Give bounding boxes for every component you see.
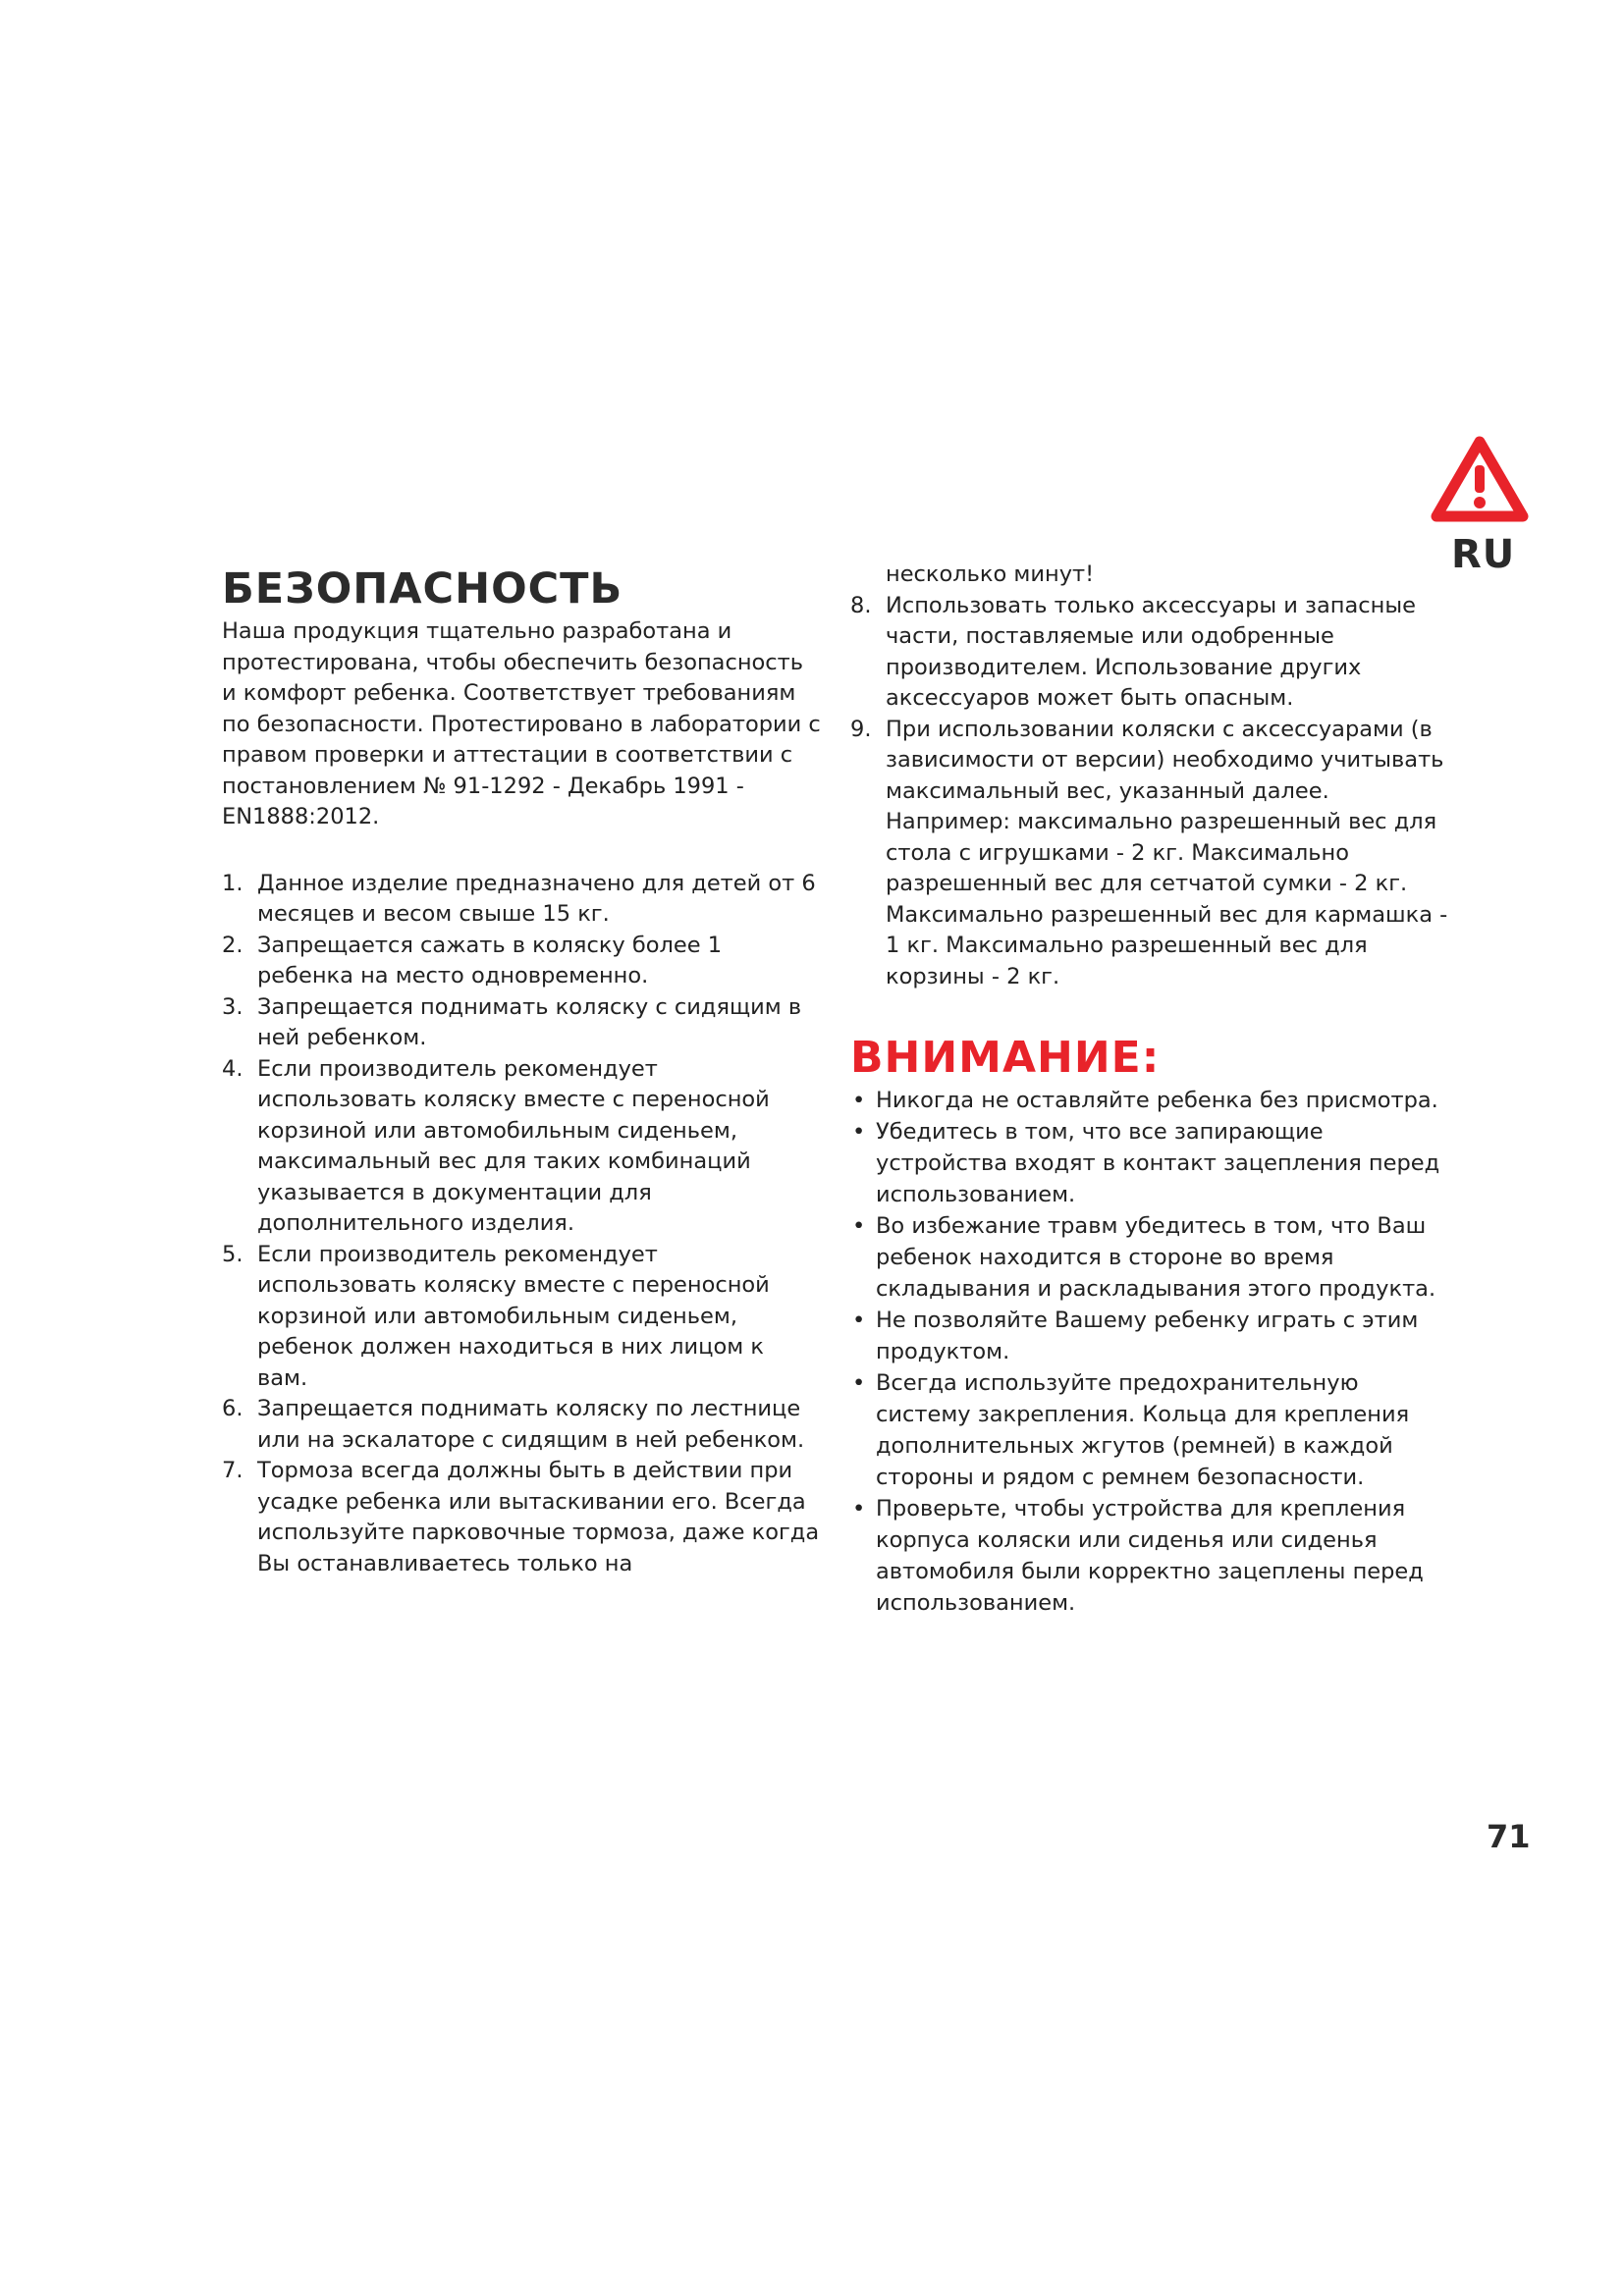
left-column — [222, 563, 821, 1579]
right-column — [850, 560, 1449, 1619]
list-item — [222, 931, 821, 992]
list-item — [850, 591, 1449, 715]
item-number: 2. — [222, 932, 244, 958]
item-number: 6. — [222, 1396, 244, 1421]
safety-intro: Наша продукция тщательно разработана и протестирована, чтобы обеспечить безопасность и комфорт ребенка. Соответствует требованиям по безопасности. Протестировано в лаборатории с правом проверки и аттестации в соответствии с постановлением № 91-1292 - Декабрь 1991 - EN1888:2012. — [222, 618, 821, 829]
warning-title: ВНИМАНИЕ: — [850, 1033, 1161, 1083]
item-number: 4. — [222, 1055, 244, 1082]
list-item: • Во избежание травм убедитесь в том, что Ваш ребенок находится в стороне во время складывания и раскладывания этого продукта. — [850, 1210, 1449, 1305]
item-text: Запрещается поднимать коляску с сидящим в ней ребенком. — [257, 993, 802, 1050]
warning-list — [850, 1085, 1449, 1619]
list-item — [222, 1394, 821, 1456]
item-number: 7. — [222, 1458, 244, 1483]
list-item — [222, 1456, 821, 1579]
list-item — [222, 992, 821, 1054]
safety-list-continued — [850, 591, 1449, 993]
item-text: Если производитель рекомендует использовать коляску вместе с переносной корзиной или автомобильным сиденьем, максимальный вес для таких комбинаций указывается в документации для дополнительного изделия. — [257, 1055, 770, 1236]
language-code: RU — [1451, 532, 1516, 577]
item-text: Тормоза всегда должны быть в действии при усадке ребенка или вытаскивании его. Всегда используйте парковочные тормоза, даже когда Вы останавливаетесь только на — [257, 1458, 820, 1576]
list-item: • Проверьте, чтобы устройства для крепления корпуса коляски или сиденья или сиденья автомобиля были корректно зацеплены перед использованием. — [850, 1493, 1449, 1619]
list-item: • Не позволяйте Вашему ребенку играть с этим продуктом. — [850, 1305, 1449, 1367]
item-text: Запрещается поднимать коляску по лестнице или на эскалаторе с сидящим в ней ребенком. — [257, 1396, 805, 1453]
item-number: 9. — [850, 716, 872, 742]
item-7-continuation: несколько минут! — [886, 561, 1095, 587]
item-text: При использовании коляски с аксессуарами (в зависимости от версии) необходимо учитывать максимальный вес, указанный далее. Например: максимально разрешенный вес для стола с игрушками - 2 кг. Максимально разрешенный вес для сетчатой сумки - 2 кг. Максимально разрешенный вес для кармашка - 1 кг. Максимально разрешенный вес для корзины - 2 кг. — [886, 716, 1448, 989]
page-number: 71 — [1487, 1818, 1531, 1855]
list-item — [222, 1054, 821, 1240]
list-item — [222, 869, 821, 931]
item-number: 8. — [850, 592, 872, 618]
item-number: 5. — [222, 1241, 244, 1267]
safety-list — [222, 869, 821, 1580]
list-item: • Никогда не оставляйте ребенка без присмотра. — [850, 1085, 1449, 1116]
list-item: • Всегда используйте предохранительную систему закрепления. Кольца для крепления дополнительных жгутов (ремней) в каждой стороны и рядом с ремнем безопасности. — [850, 1367, 1449, 1493]
item-text: Если производитель рекомендует использовать коляску вместе с переносной корзиной или автомобильным сиденьем, ребенок должен находиться в них лицом к вам. — [257, 1241, 770, 1391]
item-text: Данное изделие предназначено для детей от 6 месяцев и весом свыше 15 кг. — [257, 870, 816, 927]
list-item: • Убедитесь в том, что все запирающие устройства входят в контакт зацепления перед использованием. — [850, 1116, 1449, 1210]
item-text: Запрещается сажать в коляску более 1 ребенка на место одновременно. — [257, 932, 723, 988]
safety-title: БЕЗОПАСНОСТЬ — [222, 564, 623, 614]
item-text: Использовать только аксессуары и запасные части, поставляемые или одобренные производителем. Использование других аксессуаров может быть опасным. — [886, 592, 1416, 711]
list-item — [222, 1240, 821, 1395]
item-number: 1. — [222, 870, 244, 896]
warning-triangle-icon — [1430, 434, 1530, 526]
item-number: 3. — [222, 993, 244, 1020]
list-item — [850, 715, 1449, 993]
